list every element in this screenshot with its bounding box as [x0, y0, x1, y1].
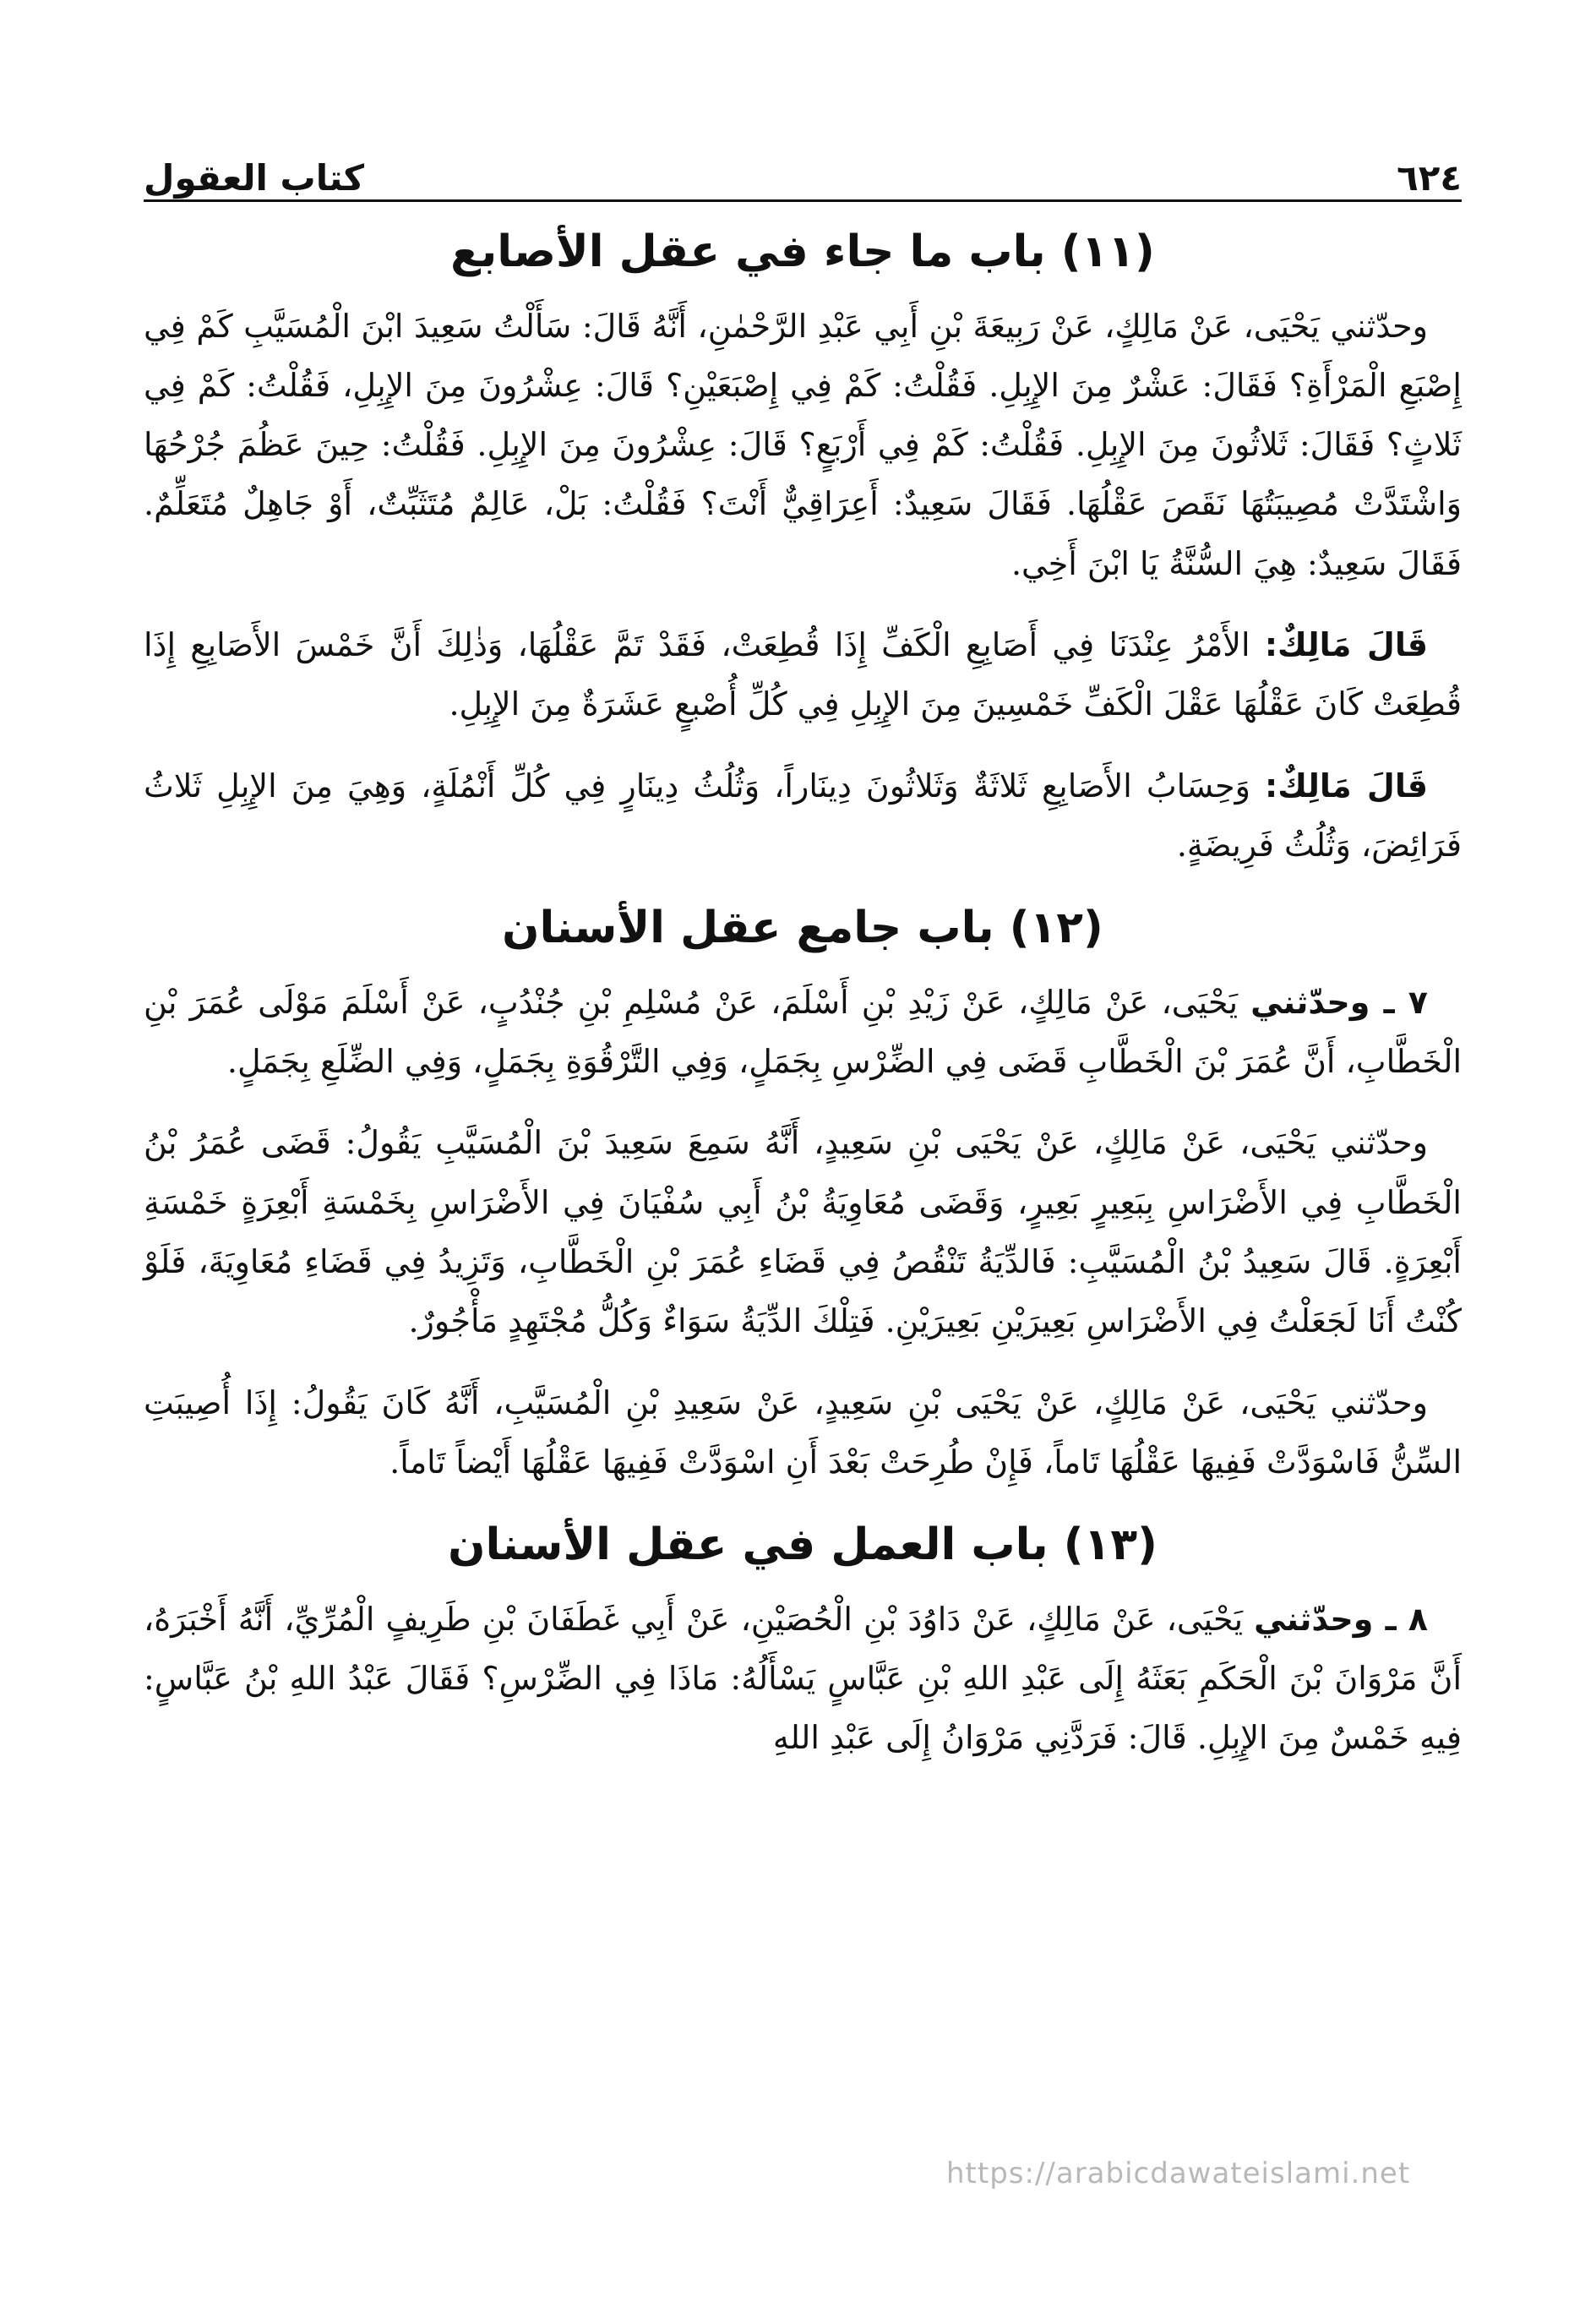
- paragraph-text: وحدّثني يَحْيَى، عَنْ مَالِكٍ، عَنْ يَحْيَى بْنِ سَعِيدٍ، أَنَّهُ سَمِعَ سَعِيدَ بْنَ الْمُسَيَّبِ يَقُولُ: قَضَى عُمَرُ بْنُ الْخَطَّابِ فِي الأَضْرَاسِ بِبَعِيرٍ بَعِيرٍ، وَقَضَى مُعَاوِيَةُ بْنُ أَبِي سُفْيَانَ فِي الأَضْرَاسِ بِخَمْسَةِ أَبْعِرَةٍ خَمْسَةِ أَبْعِرَةٍ. قَالَ سَعِيدُ بْنُ الْمُسَيَّبِ: فَالدِّيَةُ تَنْقُصُ فِي قَضَاءِ عُمَرَ بْنِ الْخَطَّابِ، وَتَزِيدُ فِي قَضَاءِ مُعَاوِيَةَ، فَلَوْ كُنْتُ أَنَا لَجَعَلْتُ فِي الأَضْرَاسِ بَعِيرَيْنِ بَعِيرَيْنِ. فَتِلْكَ الدِّيَةُ سَوَاءٌ وَكُلُّ مُجْتَهِدٍ مَأْجُورٌ.: [144, 1124, 1462, 1340]
- paragraph-text: يَحْيَى، عَنْ مَالِكٍ، عَنْ دَاوُدَ بْنِ الْحُصَيْنِ، عَنْ أَبِي غَطَفَانَ بْنِ طَرِيفٍ الْمُرِّيِّ، أَنَّهُ أَخْبَرَهُ، أَنَّ مَرْوَانَ بْنَ الْحَكَمِ بَعَثَهُ إِلَى عَبْدِ اللهِ بْنِ عَبَّاسٍ يَسْأَلُهُ: مَاذَا فِي الضِّرْسِ؟ فَقَالَ عَبْدُ اللهِ بْنُ عَبَّاسٍ: فِيهِ خَمْسٌ مِنَ الإِبِلِ. قَالَ: فَرَدَّنِي مَرْوَانُ إِلَى عَبْدِ اللهِ: [144, 1600, 1462, 1757]
- book-page: [144, 127, 1462, 2290]
- paragraph-text: وحدّثني يَحْيَى، عَنْ مَالِكٍ، عَنْ يَحْيَى بْنِ سَعِيدٍ، عَنْ سَعِيدِ بْنِ الْمُسَيَّبِ، أَنَّهُ كَانَ يَقُولُ: إِذَا أُصِيبَتِ السِّنُّ فَاسْوَدَّتْ فَفِيهَا عَقْلُهَا تَاماً، فَإِنْ طُرِحَتْ بَعْدَ أَنِ اسْوَدَّتْ فَفِيهَا عَقْلُهَا أَيْضاً تَاماً.: [144, 1383, 1462, 1481]
- paragraph-lead: قَالَ مَالِكٌ:: [1264, 626, 1428, 664]
- paragraph-lead: ٧ ـ وحدّثني: [1250, 983, 1428, 1021]
- section-heading-13: (١٣) باب العمل في عقل الأسنان: [448, 1519, 1158, 1571]
- paragraph: [144, 756, 1462, 876]
- running-header: [144, 127, 1462, 202]
- paragraph: [144, 297, 1462, 593]
- paragraph: [144, 1373, 1462, 1492]
- section-heading-11: (١١) باب ما جاء في عقل الأصابع: [450, 226, 1155, 277]
- paragraph-text: وحدّثني يَحْيَى، عَنْ مَالِكٍ، عَنْ رَبِيعَةَ بْنِ أَبِي عَبْدِ الرَّحْمٰنِ، أَنَّهُ قَالَ: سَأَلْتُ سَعِيدَ ابْنَ الْمُسَيَّبِ كَمْ فِي إِصْبَعِ الْمَرْأَةِ؟ فَقَالَ: عَشْرٌ مِنَ الإِبِلِ. فَقُلْتُ: كَمْ فِي إِصْبَعَيْنِ؟ قَالَ: عِشْرُونَ مِنَ الإِبِلِ، فَقُلْتُ: كَمْ فِي ثَلاثٍ؟ فَقَالَ: ثَلاثُونَ مِنَ الإِبِلِ. فَقُلْتُ: كَمْ فِي أَرْبَعٍ؟ قَالَ: عِشْرُونَ مِنَ الإِبِلِ. فَقُلْتُ: حِينَ عَظُمَ جُرْحُهَا وَاشْتَدَّتْ مُصِيبَتُهَا نَقَصَ عَقْلُهَا. فَقَالَ سَعِيدٌ: أَعِرَاقِيٌّ أَنْتَ؟ فَقُلْتُ: بَلْ، عَالِمٌ مُتَثَبِّتٌ، أَوْ جَاهِلٌ مُتَعَلِّمٌ. فَقَالَ سَعِيدٌ: هِيَ السُّنَّةُ يَا ابْنَ أَخِي.: [144, 307, 1462, 582]
- paragraph: [144, 1113, 1462, 1350]
- paragraph: [144, 1590, 1462, 1768]
- page-number: ٦٢٤: [1397, 157, 1462, 199]
- paragraph: [144, 615, 1462, 734]
- paragraph-text: الأَمْرُ عِنْدَنَا فِي أَصَابِعِ الْكَفِّ إِذَا قُطِعَتْ، فَقَدْ تَمَّ عَقْلُهَا، وَذٰلِكَ أَنَّ خَمْسَ الأَصَابِعِ إِذَا قُطِعَتْ كَانَ عَقْلُهَا عَقْلَ الْكَفِّ خَمْسِينَ مِنَ الإِبِلِ فِي كُلِّ أُصْبعٍ عَشَرَةٌ مِنَ الإِبِلِ.: [144, 626, 1462, 723]
- paragraph-text: وَحِسَابُ الأَصَابِعِ ثَلاثَةٌ وَثَلاثُونَ دِينَاراً، وَثُلُثُ دِينَارٍ فِي كُلِّ أَنْمُلَةٍ، وَهِيَ مِنَ الإِبِلِ ثَلاثُ فَرَائِضَ، وَثُلُثُ فَرِيضَةٍ.: [144, 766, 1462, 864]
- paragraph-lead: قَالَ مَالِكٌ:: [1265, 766, 1429, 805]
- paragraph-text: يَحْيَى، عَنْ مَالِكٍ، عَنْ زَيْدِ بْنِ أَسْلَمَ، عَنْ مُسْلِمِ بْنِ جُنْدُبٍ، عَنْ أَسْلَمَ مَوْلَى عُمَرَ بْنِ الْخَطَّابِ، أَنَّ عُمَرَ بْنَ الْخَطَّابِ قَضَى فِي الضِّرْسِ بِجَمَلٍ، وَفِي التَّرْقُوَةِ بِجَمَلٍ، وَفِي الضِّلَعِ بِجَمَلٍ.: [144, 983, 1462, 1081]
- section-heading-12: (١٢) باب جامع عقل الأسنان: [502, 903, 1103, 954]
- watermark: https://arabicdawateislami.net: [946, 2157, 1411, 2190]
- paragraph: [144, 973, 1462, 1092]
- paragraph-lead: ٨ ـ وحدّثني: [1254, 1600, 1428, 1638]
- book-title: كتاب العقول: [144, 157, 365, 199]
